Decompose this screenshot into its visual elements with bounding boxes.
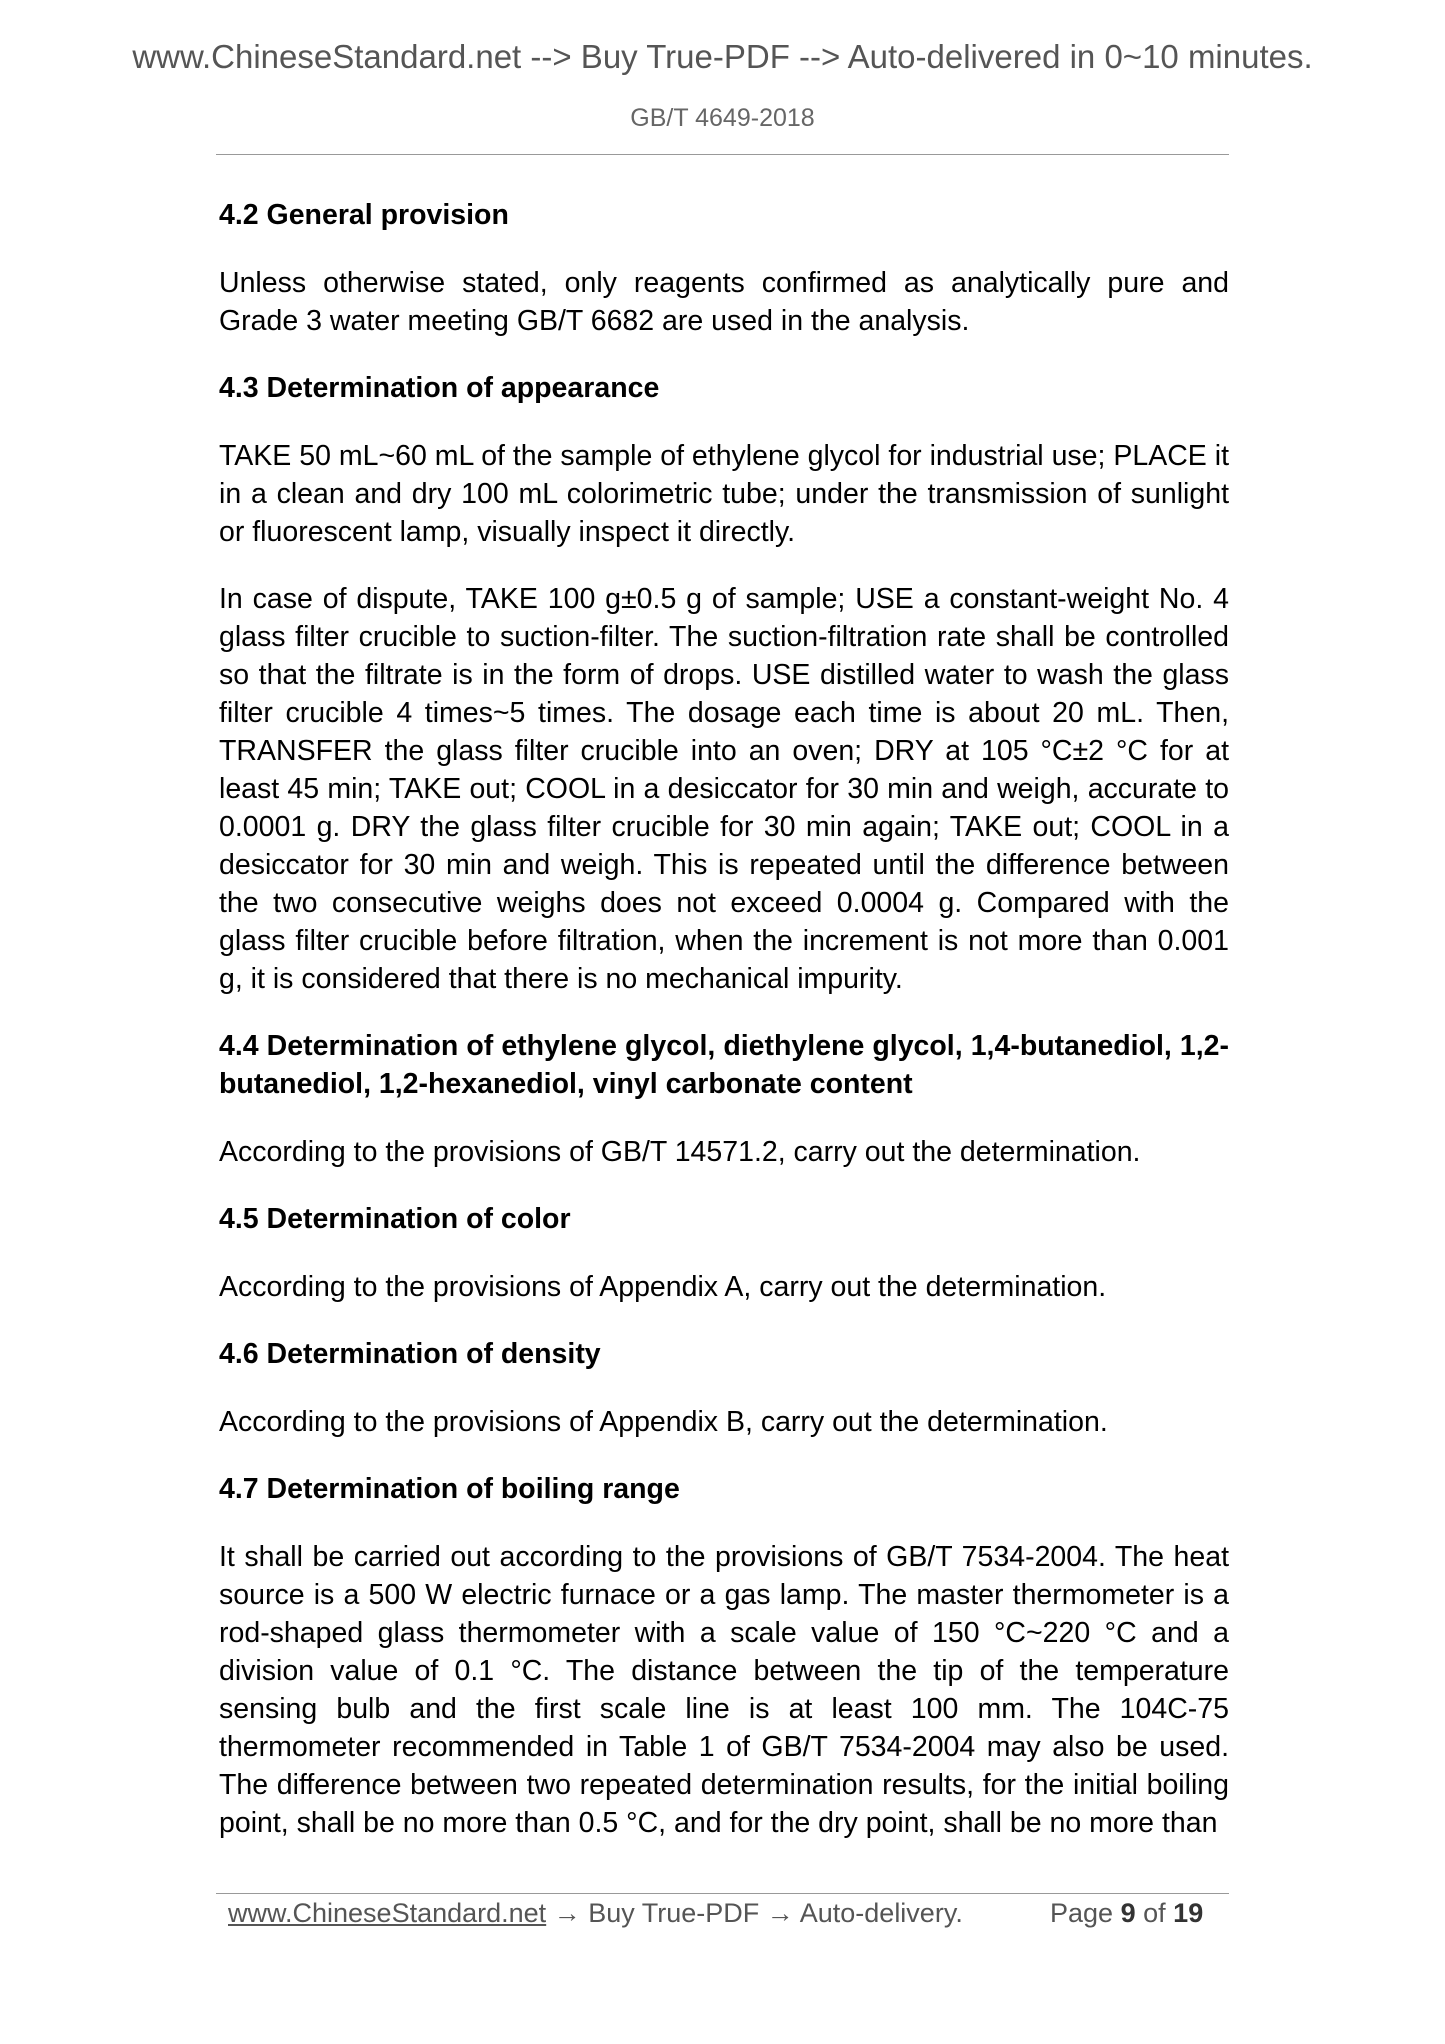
page-content: [219, 196, 1229, 1842]
paragraph: According to the provisions of Appendix B, carry out the determination.: [219, 1406, 1108, 1438]
header-divider: [216, 154, 1229, 155]
paragraph: TAKE 50 mL~60 mL of the sample of ethylene glycol for industrial use; PLACE it in a clean and dry 100 mL colorimetric tube; under the transmission of sunlight or fluorescent lamp, visually inspect it directly.: [219, 440, 1229, 548]
footer-promo-text: → Buy True-PDF → Auto-delivery.: [546, 1898, 963, 1928]
page-indicator: [1050, 1898, 1203, 1929]
document-code: GB/T 4649-2018: [630, 104, 815, 132]
footer-site-link[interactable]: www.ChineseStandard.net: [228, 1898, 547, 1928]
section-heading-4-4: 4.4 Determination of ethylene glycol, diethylene glycol, 1,4-butanediol, 1,2-butanediol, 1,2-hexanediol, vinyl carbonate content: [219, 1030, 1229, 1100]
paragraph: According to the provisions of GB/T 14571.2, carry out the determination.: [219, 1136, 1141, 1168]
section-heading-4-6: 4.6 Determination of density: [219, 1338, 601, 1370]
section-heading-4-7: 4.7 Determination of boiling range: [219, 1473, 680, 1505]
page-label: Page: [1050, 1898, 1114, 1928]
of-label: of: [1143, 1898, 1166, 1928]
paragraph: According to the provisions of Appendix A, carry out the determination.: [219, 1271, 1107, 1303]
paragraph: Unless otherwise stated, only reagents confirmed as analytically pure and Grade 3 water meeting GB/T 6682 are used in the analysis.: [219, 267, 1229, 337]
section-heading-4-3: 4.3 Determination of appearance: [219, 372, 660, 404]
footer-divider: [216, 1893, 1229, 1894]
paragraph: It shall be carried out according to the provisions of GB/T 7534-2004. The heat source is a 500 W electric furnace or a gas lamp. The master thermometer is a rod-shaped glass thermometer with a scale value of 150 °C~220 °C and a division value of 0.1 °C. The distance between the tip of the temperature sensing bulb and the first scale line is at least 100 mm. The 104C-75 thermometer recommended in Table 1 of GB/T 7534-2004 may also be used. The difference between two repeated determination results, for the initial boiling point, shall be no more than 0.5 °C, and for the dry point, shall be no more than: [219, 1541, 1229, 1839]
section-heading-4-5: 4.5 Determination of color: [219, 1203, 571, 1235]
section-heading-4-2: 4.2 General provision: [219, 199, 509, 231]
top-banner: www.ChineseStandard.net --> Buy True-PDF --> Auto-delivered in 0~10 minutes.: [132, 38, 1313, 75]
page-total: 19: [1173, 1898, 1204, 1928]
page-number: 9: [1120, 1898, 1136, 1928]
paragraph: In case of dispute, TAKE 100 g±0.5 g of sample; USE a constant-weight No. 4 glass filter crucible to suction-filter. The suction-filtration rate shall be controlled so that the filtrate is in the form of drops. USE distilled water to wash the glass filter crucible 4 times~5 times. The dosage each time is about 20 mL. Then, TRANSFER the glass filter crucible into an oven; DRY at 105 °C±2 °C for at least 45 min; TAKE out; COOL in a desiccator for 30 min and weigh, accurate to 0.0001 g. DRY the glass filter crucible for 30 min again; TAKE out; COOL in a desiccator for 30 min and weigh. This is repeated until the difference between the two consecutive weighs does not exceed 0.0004 g. Compared with the glass filter crucible before filtration, when the increment is not more than 0.001 g, it is considered that there is no mechanical impurity.: [219, 583, 1229, 995]
footer-promo: [228, 1898, 963, 1929]
